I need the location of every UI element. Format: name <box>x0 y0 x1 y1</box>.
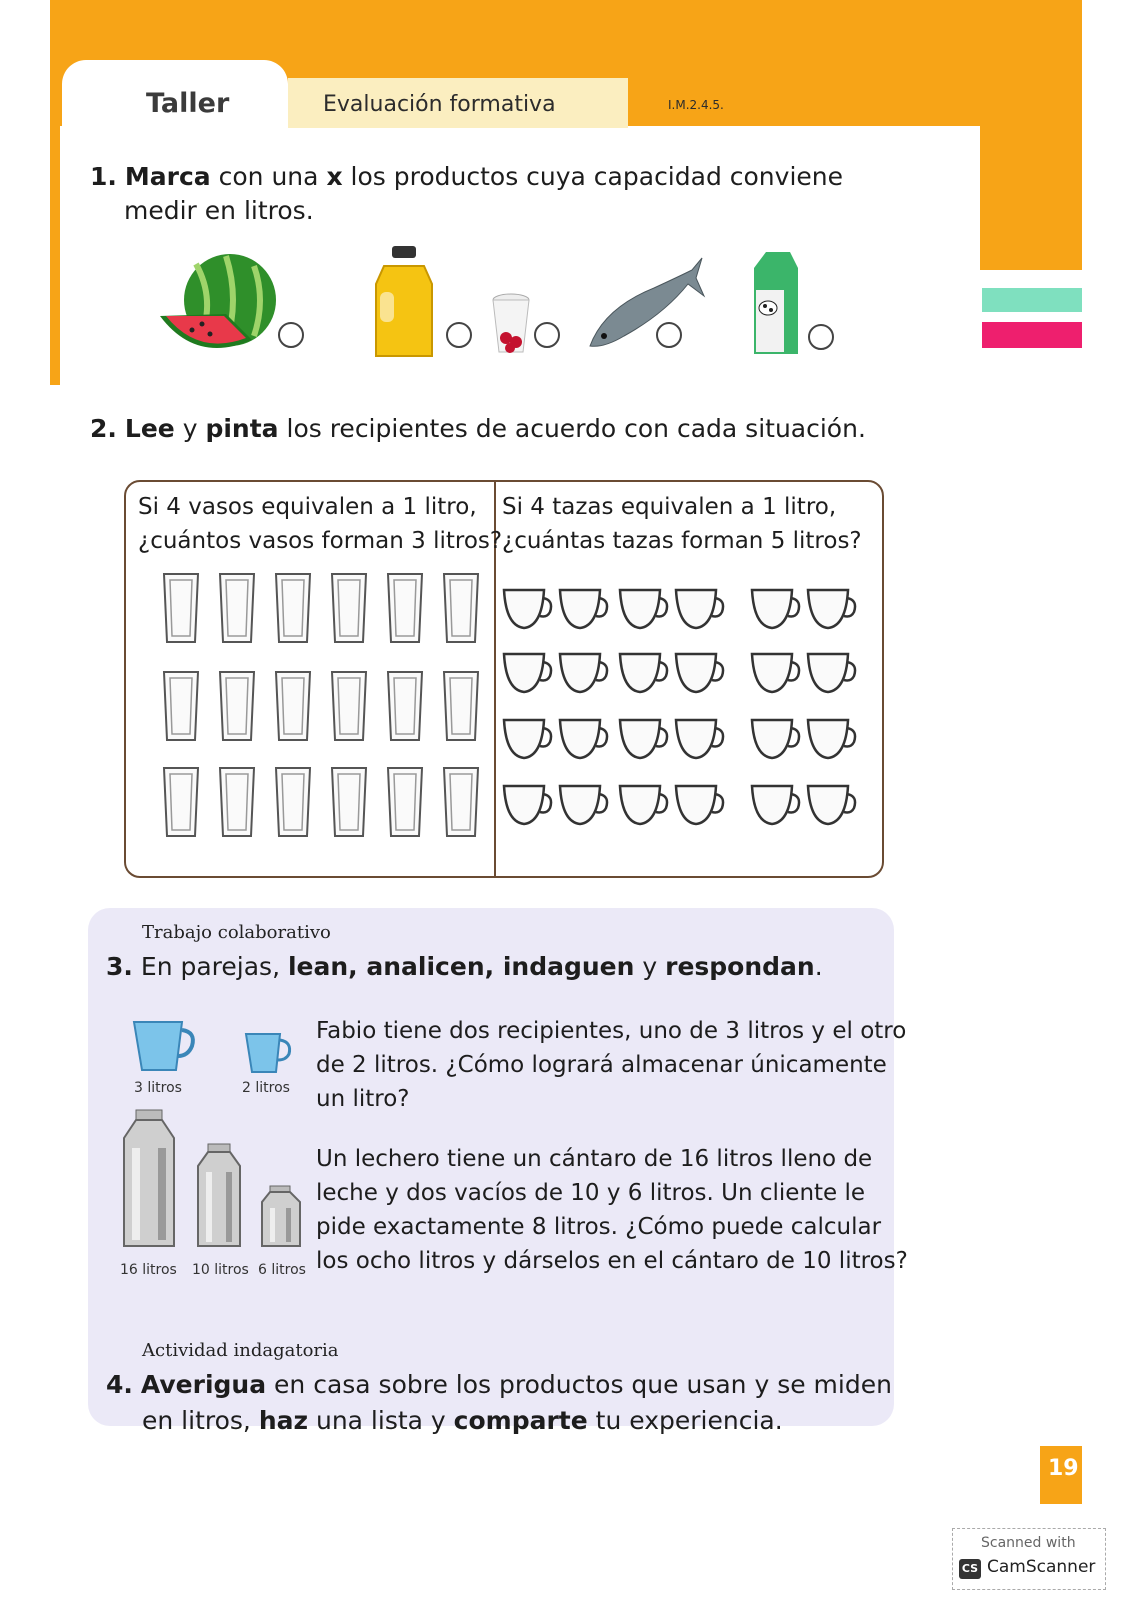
cup[interactable] <box>808 720 855 758</box>
cup[interactable] <box>560 590 607 628</box>
glass[interactable] <box>220 574 254 642</box>
problem-lechero-line2: leche y dos vacíos de 10 y 6 litros. Un cliente le <box>316 1180 866 1206</box>
cup[interactable] <box>676 786 723 824</box>
cups-question-line2: ¿cuántas tazas forman 5 litros? <box>502 528 862 554</box>
q4-text4: tu experiencia. <box>587 1406 783 1435</box>
glass[interactable] <box>388 672 422 740</box>
q2-text1: y <box>174 414 206 443</box>
glass[interactable] <box>164 574 198 642</box>
glass[interactable] <box>388 574 422 642</box>
section-actividad-indagatoria: Actividad indagatoria <box>142 1340 339 1361</box>
milk-can-6-icon <box>258 1184 304 1250</box>
glass[interactable] <box>444 574 478 642</box>
glass[interactable] <box>332 574 366 642</box>
header-band-left <box>50 0 60 385</box>
page-number-label: 19 <box>1048 1456 1079 1481</box>
cup[interactable] <box>752 654 799 692</box>
cup[interactable] <box>676 720 723 758</box>
problem-fabio-line3: un litro? <box>316 1086 410 1112</box>
glass[interactable] <box>164 768 198 836</box>
q1-text1: con una <box>210 162 327 191</box>
glass[interactable] <box>388 768 422 836</box>
glasses-question-line1: Si 4 vasos equivalen a 1 litro, <box>138 494 477 520</box>
tab-taller <box>62 60 288 140</box>
q4-number: 4. <box>106 1370 133 1399</box>
watermelon-icon <box>156 244 286 362</box>
milk-carton-icon <box>746 250 802 356</box>
glass[interactable] <box>276 574 310 642</box>
cup[interactable] <box>620 590 667 628</box>
cup[interactable] <box>620 654 667 692</box>
page-number <box>1040 1446 1082 1504</box>
fish-icon <box>584 252 706 356</box>
cup[interactable] <box>676 654 723 692</box>
checkbox-yogurt[interactable] <box>534 322 560 348</box>
juice-jug-icon <box>370 244 440 362</box>
q4-text1: en casa sobre los productos que usan y se miden <box>266 1370 892 1399</box>
tab-evaluacion <box>288 78 628 128</box>
cup[interactable] <box>808 590 855 628</box>
problem-lechero-line1: Un lechero tiene un cántaro de 16 litros lleno de <box>316 1146 873 1172</box>
cup[interactable] <box>752 720 799 758</box>
cup[interactable] <box>808 654 855 692</box>
jug-3-litros-icon <box>130 1018 200 1074</box>
glass[interactable] <box>332 768 366 836</box>
q2-bold-lee: Lee <box>124 414 175 443</box>
q3-number: 3. <box>106 952 133 981</box>
camscanner-logo-icon: CS <box>959 1559 981 1579</box>
cups-grid <box>502 580 874 842</box>
glasses-grid <box>150 566 480 856</box>
glasses-question-line2: ¿cuántos vasos forman 3 litros? <box>138 528 503 554</box>
problem-fabio-line2: de 2 litros. ¿Cómo logrará almacenar únicamente <box>316 1052 887 1078</box>
jug-3-litros-label: 3 litros <box>134 1080 182 1096</box>
question-4 <box>106 1368 896 1402</box>
section-trabajo-colaborativo: Trabajo colaborativo <box>142 922 331 943</box>
glass[interactable] <box>220 672 254 740</box>
q1-number: 1. <box>90 162 117 191</box>
cup[interactable] <box>620 720 667 758</box>
milk-can-16-label: 16 litros <box>120 1262 177 1278</box>
problem-lechero-line3: pide exactamente 8 litros. ¿Cómo puede calcular <box>316 1214 882 1240</box>
q2-text2: los recipientes de acuerdo con cada situación. <box>278 414 866 443</box>
cup[interactable] <box>752 786 799 824</box>
milk-can-6-label: 6 litros <box>258 1262 306 1278</box>
q3-text2: y <box>634 952 666 981</box>
q2-bold-pinta: pinta <box>205 414 279 443</box>
checkbox-fish[interactable] <box>656 322 682 348</box>
q1-text2: los productos cuya capacidad conviene <box>342 162 843 191</box>
tab-evaluacion-label: Evaluación formativa <box>323 92 556 117</box>
jug-2-litros-label: 2 litros <box>242 1080 290 1096</box>
checkbox-watermelon[interactable] <box>278 322 304 348</box>
cup[interactable] <box>620 786 667 824</box>
q3-text1: En parejas, <box>140 952 288 981</box>
q3-text3: . <box>814 952 823 981</box>
problem-lechero-line4: los ocho litros y dárselos en el cántaro de 10 litros? <box>316 1248 908 1274</box>
q2-number: 2. <box>90 414 117 443</box>
cup[interactable] <box>504 720 551 758</box>
checkbox-milk[interactable] <box>808 324 834 350</box>
milk-can-10-icon <box>194 1142 244 1250</box>
cups-question-line1: Si 4 tazas equivalen a 1 litro, <box>502 494 837 520</box>
question-4-line2 <box>142 1404 902 1438</box>
cup[interactable] <box>808 786 855 824</box>
question-2 <box>90 412 890 446</box>
decor-stripe-pink <box>982 322 1082 348</box>
cup[interactable] <box>752 590 799 628</box>
q4-bold-comparte: comparte <box>453 1406 588 1435</box>
watermark-line1: Scanned with <box>981 1535 1076 1551</box>
cup[interactable] <box>504 590 551 628</box>
question-3 <box>106 950 886 984</box>
question-1 <box>90 160 870 194</box>
cup[interactable] <box>504 786 551 824</box>
glass[interactable] <box>444 768 478 836</box>
curriculum-code: I.M.2.4.5. <box>668 98 724 112</box>
cup[interactable] <box>560 786 607 824</box>
glass[interactable] <box>164 672 198 740</box>
glass[interactable] <box>444 672 478 740</box>
q4-text2: en litros, <box>142 1406 259 1435</box>
milk-can-16-icon <box>118 1108 180 1250</box>
cup[interactable] <box>560 720 607 758</box>
glass[interactable] <box>332 672 366 740</box>
q4-bold-haz: haz <box>258 1406 309 1435</box>
cup[interactable] <box>676 590 723 628</box>
q3-bold1: lean, analicen, indaguen <box>287 952 635 981</box>
q3-bold2: respondan <box>665 952 815 981</box>
yogurt-cup-icon <box>488 292 534 362</box>
cup[interactable] <box>560 654 607 692</box>
problem-fabio-line1: Fabio tiene dos recipientes, uno de 3 litros y el otro <box>316 1018 907 1044</box>
watermark-line2: CamScanner <box>987 1557 1096 1577</box>
checkbox-juice[interactable] <box>446 322 472 348</box>
jug-2-litros-icon <box>242 1030 298 1076</box>
milk-can-10-label: 10 litros <box>192 1262 249 1278</box>
question-1-line2: medir en litros. <box>124 196 314 225</box>
glass[interactable] <box>220 768 254 836</box>
decor-stripe-green <box>982 288 1082 312</box>
cup[interactable] <box>504 654 551 692</box>
q4-text3: una lista y <box>308 1406 454 1435</box>
glass[interactable] <box>276 672 310 740</box>
tab-taller-label: Taller <box>146 88 230 119</box>
q1-bold-x: x <box>326 162 343 191</box>
camscanner-watermark <box>952 1528 1106 1590</box>
glass[interactable] <box>276 768 310 836</box>
q1-bold-marca: Marca <box>124 162 211 191</box>
q4-bold-averigua: Averigua <box>140 1370 267 1399</box>
